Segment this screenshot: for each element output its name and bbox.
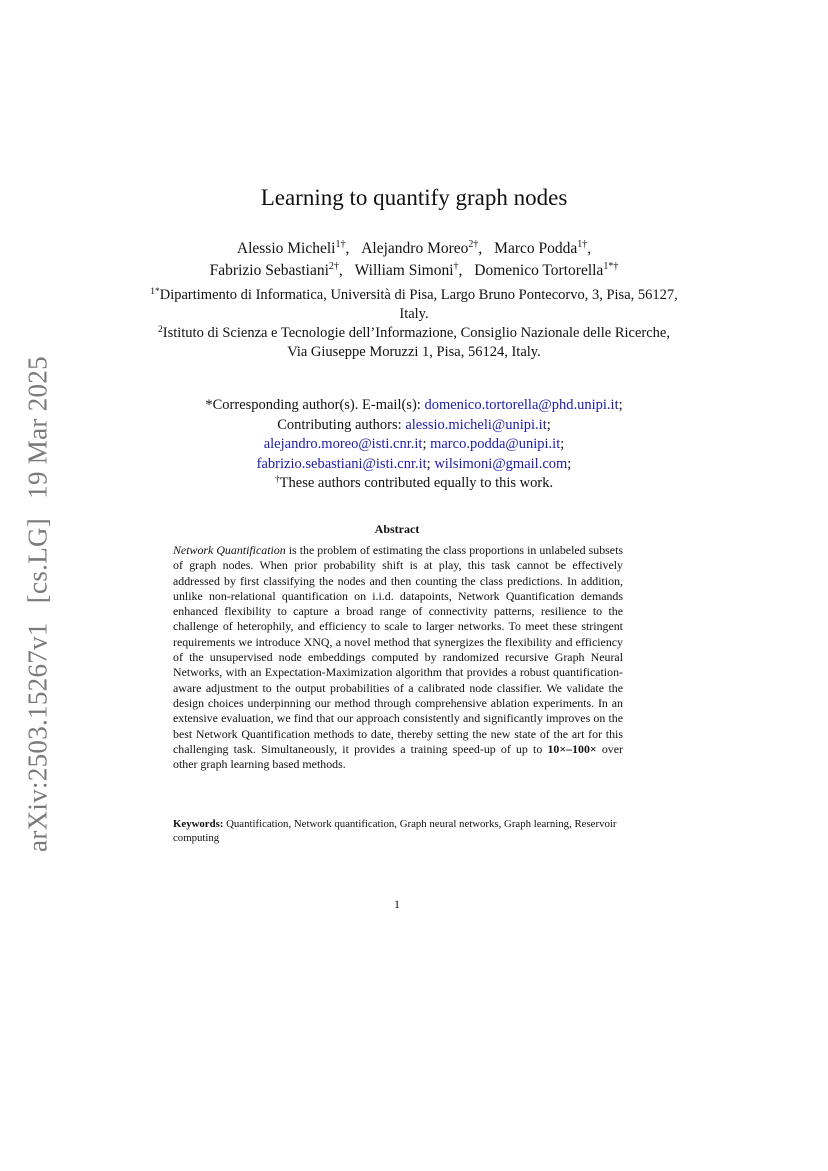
equal-contribution-mark: † — [274, 475, 280, 486]
keywords-label: Keywords: — [173, 818, 224, 830]
contact-block: *Corresponding author(s). E-mail(s): domenico.tortorella@phd.unipi.it; Contributing authors: alessio.micheli@unipi.it; alejandro.moreo@isti.cnr.it; marco.podda@unipi.it; fabrizio.sebastiani@isti.cnr.it; wilsimoni@gmail.com; †These authors contributed equally to this work. — [205, 397, 623, 492]
email-link[interactable]: fabrizio.sebastiani@isti.cnr.it — [256, 455, 427, 472]
keywords-text: Quantification, Network quantification, Graph neural networks, Graph learning, Reservoir computing — [173, 818, 617, 844]
author-name: Alejandro Moreo$^{2\dagger}$, — [361, 239, 483, 257]
speedup-value: 10×–100× — [547, 741, 597, 756]
page-number: 1 — [394, 897, 400, 911]
email-link[interactable]: domenico.tortorella@phd.unipi.it — [424, 397, 619, 413]
email-link[interactable]: marco.podda@unipi.it — [430, 436, 561, 453]
equal-contribution-note: These authors contributed equally to this work. — [279, 475, 554, 492]
corresponding-label: *Corresponding author(s). E-mail(s): — [205, 397, 421, 413]
abstract-heading: Abstract — [374, 522, 420, 536]
abstract-lead: Network Quantification — [173, 543, 286, 557]
email-link[interactable]: wilsimoni@gmail.com — [434, 455, 568, 472]
author-name: Fabrizio Sebastiani$^{2\dagger}$, — [209, 261, 343, 279]
arxiv-id: arXiv:2503.15267v1 — [22, 622, 53, 852]
affiliation-pisa: $^{1*}$Dipartimento di Informatica, Università di Pisa, Largo Bruno Pontecorvo, 3, Pisa, 56127, Italy. — [150, 287, 678, 322]
author-name: William Simoni†, — [354, 261, 463, 279]
keywords — [173, 817, 623, 845]
author-name: Alessio Micheli$^{1\dagger}$, — [236, 239, 350, 257]
contributing-label: Contributing authors: — [277, 416, 402, 433]
author-list — [140, 238, 688, 282]
affiliation-cnr: $^2$Istituto di Scienza e Tecnologie dell’Informazione, Consiglio Nazionale delle Ricerche, Via Giuseppe Moruzzi 1, Pisa, 56124, Italy. — [157, 325, 670, 360]
abstract-text: Network Quantification is the problem of estimating the class proportions in unlabeled subsets of graph nodes. When prior probability shift is at play, this task cannot be effectively addressed by first classifying the nodes and then counting the class predictions. In addition, unlike non-relational quantification on i.i.d. datapoints, Network Quantification demands enhanced flexibility to capture a broad range of connectivity patterns, resilience to the challenge of heterophily, and efficiency to scale to larger networks. To meet these stringent requirements we introduce XNQ, a novel method that synergizes the flexibility and efficiency of the unsupervised node embeddings computed by randomized recursive Graph Neural Networks, with an Expectation-Maximization algorithm that provides a robust quantification-aware adjustment to the output probabilities of a calibrated node classifier. We validate the design choices underpinning our method through comprehensive ablation experiments. In an extensive evaluation, we find that our approach consistently and significantly improves on the best Network Quantification methods to date, thereby setting the new state of the art for this challenging task. Simultaneously, it provides a training speed-up of up to 10×–100× over other graph learning based methods. — [173, 543, 624, 772]
arxiv-side-stamp — [23, 350, 54, 858]
paper-title: Learning to quantify graph nodes — [260, 185, 568, 210]
arxiv-category: [cs.LG] — [22, 517, 53, 604]
arxiv-date: 19 Mar 2025 — [22, 356, 53, 499]
email-link[interactable]: alessio.micheli@unipi.it — [405, 416, 547, 433]
author-name: Domenico Tortorella$^{1*\dagger}$ — [474, 261, 619, 279]
email-link[interactable]: alejandro.moreo@isti.cnr.it — [263, 436, 423, 453]
affiliation-list — [150, 286, 678, 362]
author-name: Marco Podda$^{1\dagger}$, — [494, 239, 592, 257]
